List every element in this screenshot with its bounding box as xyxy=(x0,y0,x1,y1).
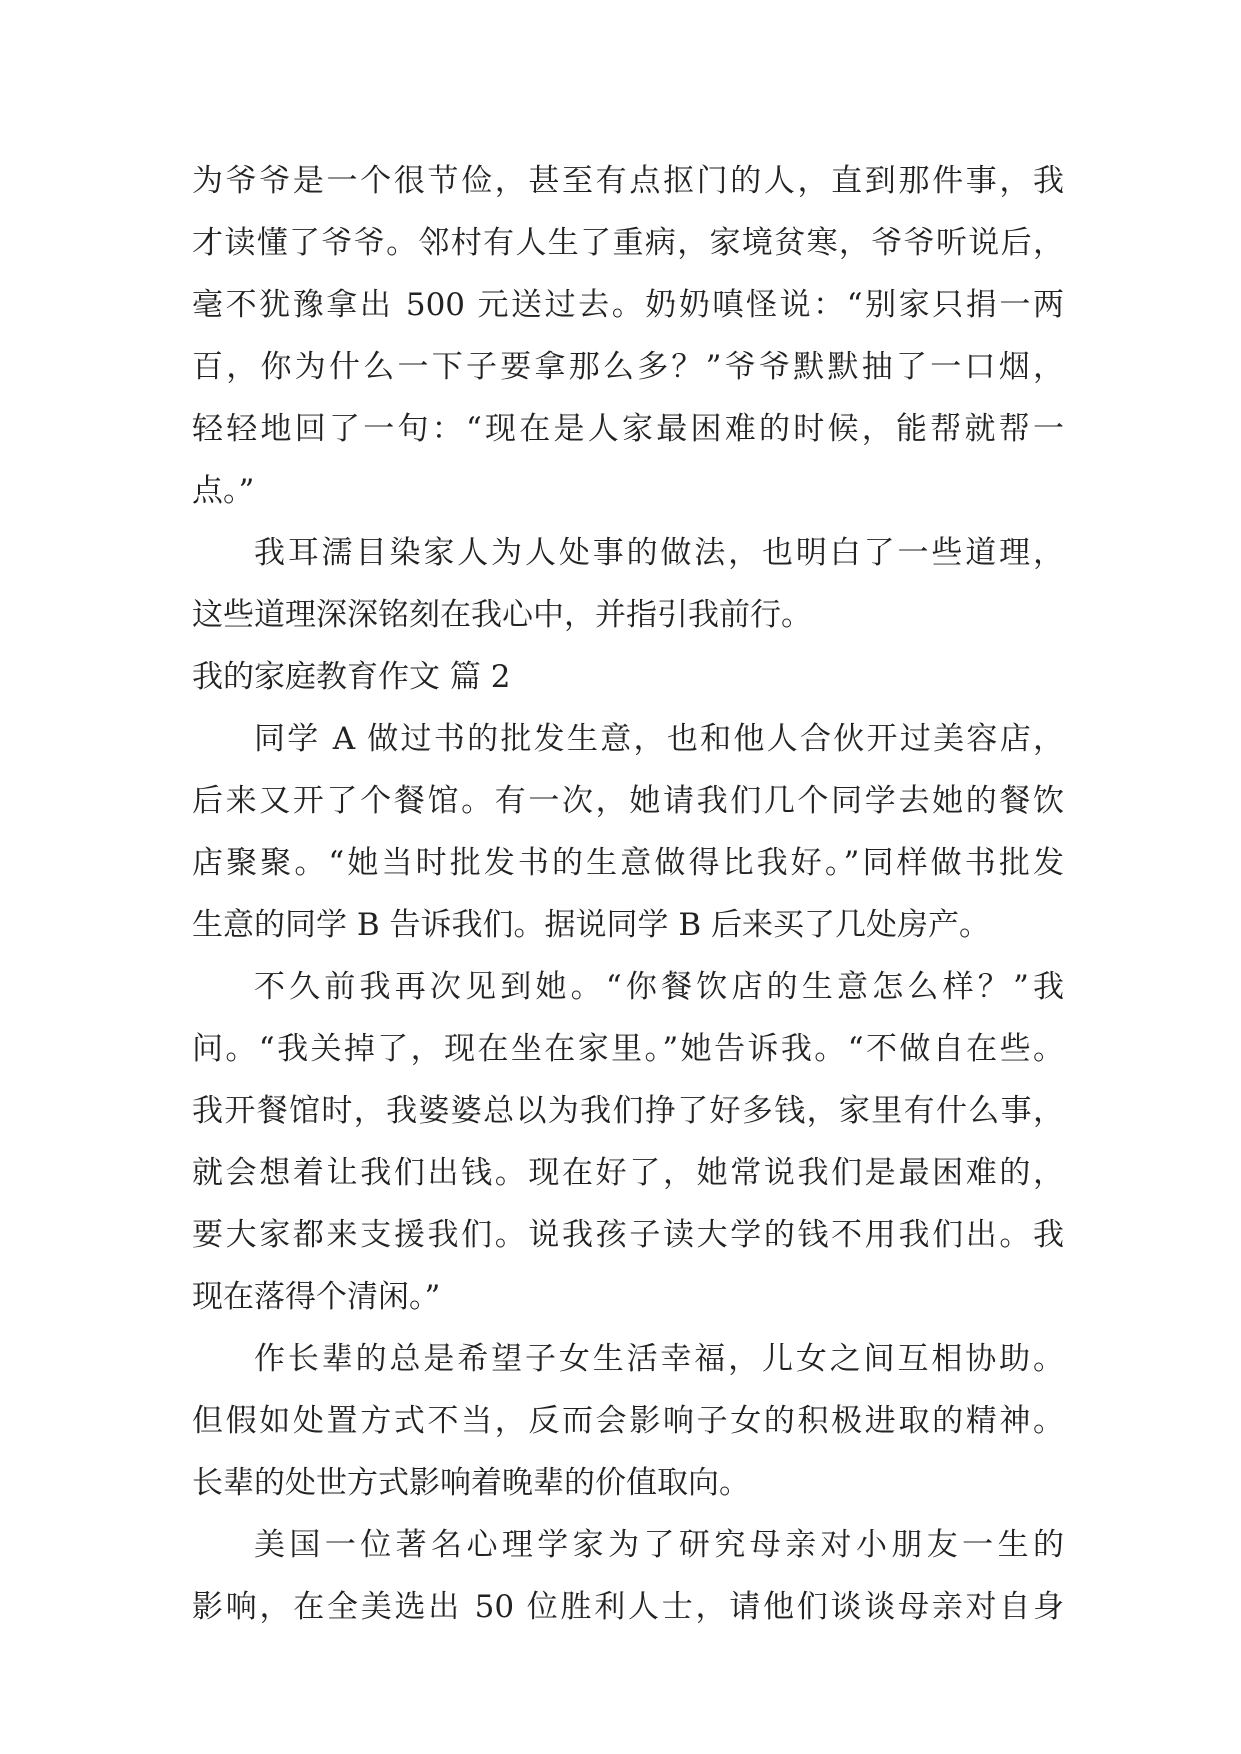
text-line: 才读懂了爷爷。邻村有人生了重病，家境贫寒，爷爷听说后， xyxy=(192,225,1064,261)
text-line: 问。“我关掉了，现在坐在家里。”她告诉我。“不做自在些。 xyxy=(192,1031,1064,1067)
text-line: 轻轻地回了一句：“现在是人家最困难的时候，能帮就帮一 xyxy=(192,411,1064,447)
paragraph-first-line: 我耳濡目染家人为人处事的做法，也明白了一些道理， xyxy=(254,535,1064,571)
text-line: 长辈的处世方式影响着晚辈的价值取向。 xyxy=(192,1465,750,1501)
text-line: 为爷爷是一个很节俭，甚至有点抠门的人，直到那件事，我 xyxy=(192,163,1064,199)
text-line: 点。” xyxy=(192,473,255,509)
text-line: 店聚聚。“她当时批发书的生意做得比我好。”同样做书批发 xyxy=(192,845,1064,881)
text-line: 生意的同学 B 告诉我们。据说同学 B 后来买了几处房产。 xyxy=(192,907,990,943)
section-heading: 我的家庭教育作文 篇 2 xyxy=(192,659,511,695)
text-line: 但假如处置方式不当，反而会影响子女的积极进取的精神。 xyxy=(192,1403,1064,1439)
paragraph-first-line: 美国一位著名心理学家为了研究母亲对小朋友一生的 xyxy=(254,1527,1064,1563)
text-line: 后来又开了个餐馆。有一次，她请我们几个同学去她的餐饮 xyxy=(192,783,1064,819)
text-line: 影响，在全美选出 50 位胜利人士，请他们谈谈母亲对自身 xyxy=(192,1589,1064,1625)
paragraph-first-line: 不久前我再次见到她。“你餐饮店的生意怎么样？”我 xyxy=(254,969,1064,1005)
text-line: 要大家都来支援我们。说我孩子读大学的钱不用我们出。我 xyxy=(192,1217,1064,1253)
text-line: 这些道理深深铭刻在我心中，并指引我前行。 xyxy=(192,597,812,633)
text-line: 现在落得个清闲。” xyxy=(192,1279,441,1315)
text-line: 毫不犹豫拿出 500 元送过去。奶奶嗔怪说：“别家只捐一两 xyxy=(192,287,1064,323)
paragraph-first-line: 作长辈的总是希望子女生活幸福，儿女之间互相协助。 xyxy=(254,1341,1064,1377)
paragraph-first-line: 同学 A 做过书的批发生意，也和他人合伙开过美容店， xyxy=(254,721,1064,757)
text-line: 就会想着让我们出钱。现在好了，她常说我们是最困难的， xyxy=(192,1155,1064,1191)
text-line: 百，你为什么一下子要拿那么多？”爷爷默默抽了一口烟， xyxy=(192,349,1064,385)
text-line: 我开餐馆时，我婆婆总以为我们挣了好多钱，家里有什么事， xyxy=(192,1093,1064,1129)
document-page xyxy=(192,160,1064,1648)
